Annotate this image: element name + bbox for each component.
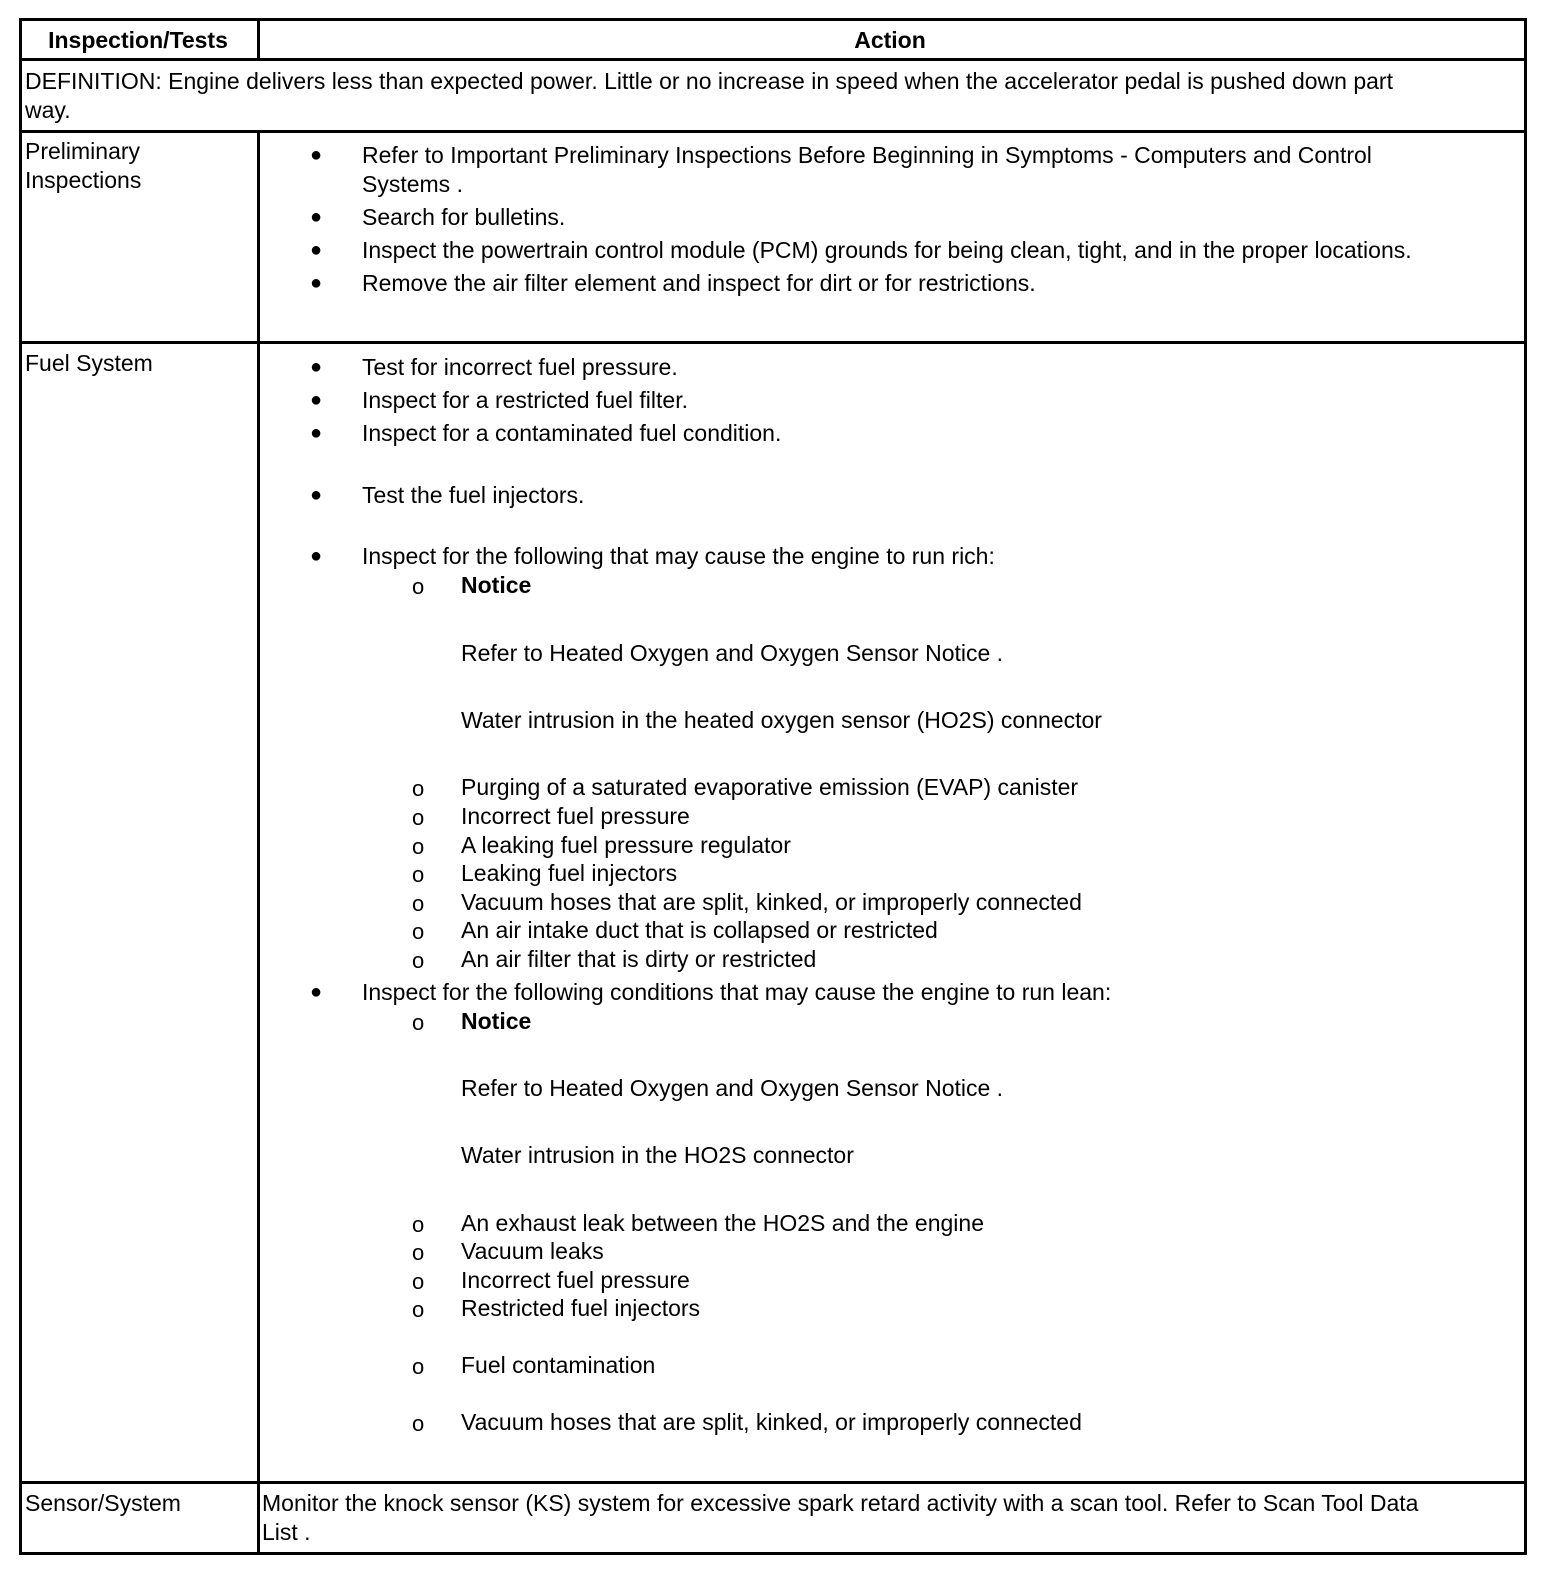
preliminary-label-2: Inspections — [25, 167, 142, 193]
lean-notice-title: Notice — [461, 1008, 532, 1034]
circle-icon: o — [412, 1269, 425, 1294]
rich-item: Purging of a saturated evaporative emission (EVAP) canister — [461, 774, 1079, 800]
definition-line-2: way. — [25, 97, 71, 123]
sensor-action-line-1: Monitor the knock sensor (KS) system for excessive spark retard activity with a scan tool. Refer to Scan Tool Data — [262, 1490, 1419, 1516]
preliminary-item: Search for bulletins. — [362, 204, 566, 230]
circle-icon: o — [412, 919, 425, 944]
circle-icon: o — [412, 948, 425, 973]
bullet-icon: ● — [310, 981, 323, 1003]
fuel-item: Test the fuel injectors. — [362, 482, 585, 508]
circle-icon: o — [412, 834, 425, 859]
rich-item: Leaking fuel injectors — [461, 860, 678, 886]
circle-icon: o — [412, 805, 425, 830]
fuel-system-label: Fuel System — [25, 350, 153, 376]
rule-preliminary — [22, 341, 1524, 344]
circle-icon: o — [412, 1010, 425, 1035]
bullet-icon: ● — [310, 272, 323, 294]
bullet-icon: ● — [310, 356, 323, 378]
bullet-icon: ● — [310, 422, 323, 444]
circle-icon: o — [412, 1297, 425, 1322]
rich-notice-ref: Refer to Heated Oxygen and Oxygen Sensor Notice . — [461, 640, 1004, 666]
lean-item: An exhaust leak between the HO2S and the engine — [461, 1210, 984, 1236]
circle-icon: o — [412, 1411, 425, 1436]
bullet-icon: ● — [310, 484, 323, 506]
fuel-item-rich-heading: Inspect for the following that may cause the engine to run rich: — [362, 543, 995, 569]
lean-item: Incorrect fuel pressure — [461, 1267, 690, 1293]
bullet-icon: ● — [310, 239, 323, 261]
header-inspection-tests: Inspection/Tests — [48, 27, 228, 53]
lean-item: Vacuum leaks — [461, 1238, 604, 1264]
preliminary-item: Inspect the powertrain control module (PCM) grounds for being clean, tight, and in the proper locations. — [362, 237, 1412, 263]
circle-icon: o — [412, 1212, 425, 1237]
circle-icon: o — [412, 862, 425, 887]
rich-item: An air filter that is dirty or restricted — [461, 946, 817, 972]
circle-icon: o — [412, 776, 425, 801]
circle-icon: o — [412, 574, 425, 599]
rule-definition — [22, 130, 1524, 133]
preliminary-label-1: Preliminary — [25, 138, 141, 164]
bullet-icon: ● — [310, 545, 323, 567]
circle-icon: o — [412, 891, 425, 916]
fuel-item-lean-heading: Inspect for the following conditions that may cause the engine to run lean: — [362, 979, 1112, 1005]
rich-item: Vacuum hoses that are split, kinked, or improperly connected — [461, 889, 1082, 915]
rich-item: A leaking fuel pressure regulator — [461, 832, 791, 858]
rich-item: An air intake duct that is collapsed or restricted — [461, 917, 938, 943]
lean-item: Fuel contamination — [461, 1352, 656, 1378]
col-divider-body — [257, 130, 260, 1552]
rule-header — [22, 58, 1524, 61]
rich-item: Incorrect fuel pressure — [461, 803, 690, 829]
rich-notice-title: Notice — [461, 572, 532, 598]
definition-line-1: DEFINITION: Engine delivers less than expected power. Little or no increase in speed when the accelerator pedal is pushed down part — [25, 68, 1393, 94]
rule-fuel-system — [22, 1481, 1524, 1484]
header-action: Action — [854, 27, 926, 53]
rich-item: Water intrusion in the heated oxygen sensor (HO2S) connector — [461, 707, 1102, 733]
circle-icon: o — [412, 1354, 425, 1379]
preliminary-item: Remove the air filter element and inspect for dirt or for restrictions. — [362, 270, 1036, 296]
fuel-item: Inspect for a contaminated fuel condition. — [362, 420, 782, 446]
lean-notice-ref: Refer to Heated Oxygen and Oxygen Sensor Notice . — [461, 1075, 1004, 1101]
lean-item: Restricted fuel injectors — [461, 1295, 701, 1321]
bullet-icon: ● — [310, 144, 323, 166]
circle-icon: o — [412, 1240, 425, 1265]
fuel-item: Test for incorrect fuel pressure. — [362, 354, 678, 380]
preliminary-item: Refer to Important Preliminary Inspections Before Beginning in Symptoms - Computers and Control — [362, 142, 1372, 168]
bullet-icon: ● — [310, 206, 323, 228]
lean-item: Vacuum hoses that are split, kinked, or improperly connected — [461, 1409, 1082, 1435]
lean-item: Water intrusion in the HO2S connector — [461, 1142, 854, 1168]
fuel-item: Inspect for a restricted fuel filter. — [362, 387, 688, 413]
bullet-icon: ● — [310, 389, 323, 411]
sensor-system-label: Sensor/System — [25, 1490, 181, 1516]
preliminary-item-continued: Systems . — [362, 171, 463, 197]
sensor-action-line-2: List . — [262, 1519, 311, 1545]
